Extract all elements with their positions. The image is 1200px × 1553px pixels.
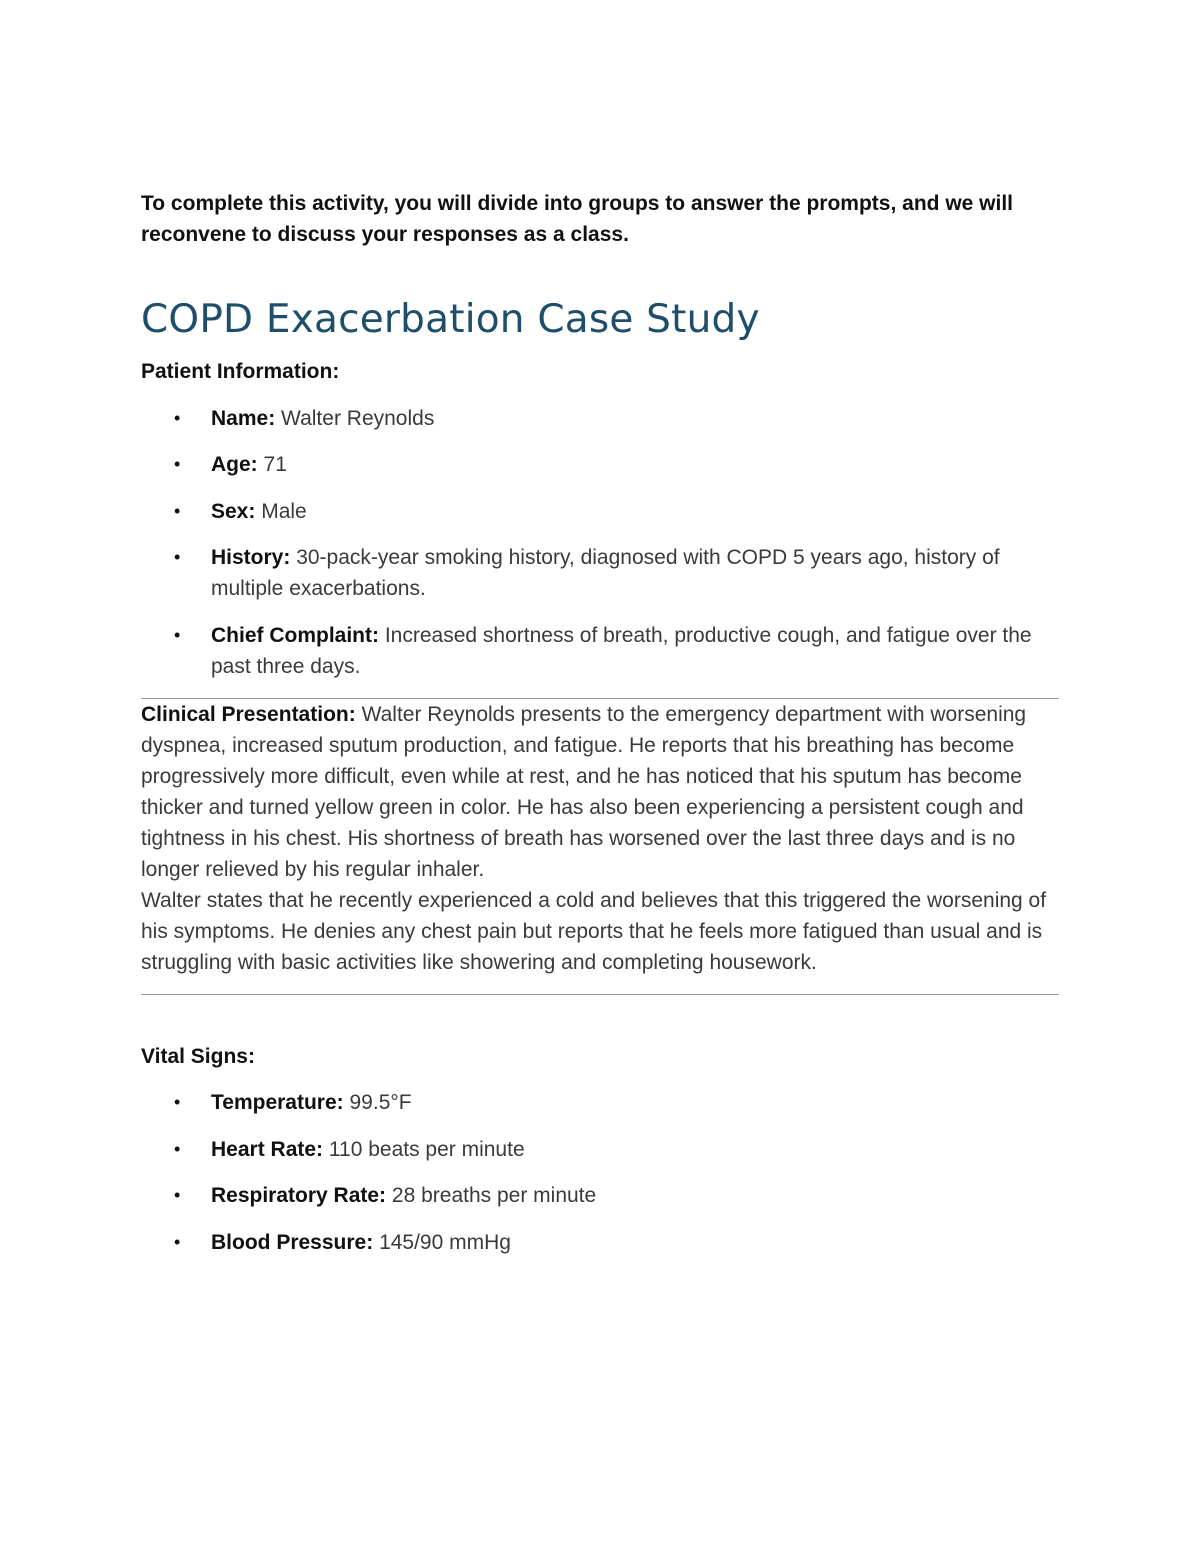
clinical-presentation-label: Clinical Presentation: [141, 702, 356, 726]
vital-signs-list [141, 1087, 1059, 1258]
vital-signs-heading: Vital Signs: [141, 1044, 255, 1068]
patient-information-list [141, 403, 1059, 682]
page-title: COPD Exacerbation Case Study [141, 297, 760, 342]
item-label: Chief Complaint: [211, 623, 379, 647]
list-item-history [141, 542, 1059, 604]
item-label: Blood Pressure: [211, 1230, 374, 1254]
bullet-icon: • [174, 624, 181, 645]
clinical-presentation-text: Walter Reynolds presents to the emergency department with worsening dyspnea, increased sputum production, and fatigue. He reports that his breathing has become progressively more difficult, even while at rest, and he has noticed that his sputum has become thicker and turned yellow green in color. He has also been experiencing a persistent cough and tightness in his chest. His shortness of breath has worsened over the last three days and is no longer relieved by his regular inhaler. [141, 702, 1027, 881]
bullet-icon: • [174, 454, 181, 474]
bullet-icon: • [174, 1185, 181, 1205]
item-label: Respiratory Rate: [211, 1184, 387, 1207]
list-item-chief-complaint [141, 620, 1059, 682]
list-item-respiratory-rate [141, 1180, 1059, 1211]
item-value: 30-pack-year smoking history, diagnosed with COPD 5 years ago, history of multiple exacerbations. [211, 546, 1000, 600]
list-item-heart-rate [141, 1134, 1059, 1165]
intro-instructions: To complete this activity, you will divide into groups to answer the prompts, and we will reconvene to discuss your responses as a class. [141, 192, 1014, 246]
bullet-icon: • [174, 500, 181, 521]
clinical-presentation-paragraph-2: Walter states that he recently experienced a cold and believes that this triggered the worsening of his symptoms. He denies any chest pain but reports that he feels more fatigued than usual and is struggling with basic activities like showering and completing housework. [141, 888, 1047, 974]
item-value: Increased shortness of breath, productive cough, and fatigue over the past three days. [211, 623, 1032, 678]
item-label: Sex: [211, 499, 256, 523]
item-label: Name: [211, 406, 276, 430]
patient-information-heading: Patient Information: [141, 360, 340, 383]
clinical-presentation-paragraph [141, 699, 1059, 885]
item-label: Heart Rate: [211, 1137, 324, 1161]
bullet-icon: • [174, 1231, 181, 1252]
list-item-temperature [141, 1087, 1059, 1118]
bullet-icon: • [174, 407, 181, 428]
document-page [141, 188, 1059, 1258]
item-value: 28 breaths per minute [391, 1184, 597, 1207]
item-label: Temperature: [211, 1091, 344, 1114]
list-item-age [141, 449, 1059, 480]
item-value: 71 [263, 453, 287, 476]
list-item-blood-pressure [141, 1227, 1059, 1258]
item-value: Walter Reynolds [281, 406, 435, 430]
section-divider [141, 994, 1059, 995]
bullet-icon: • [174, 547, 181, 567]
item-value: 110 beats per minute [328, 1137, 525, 1161]
bullet-icon: • [174, 1092, 181, 1112]
bullet-icon: • [174, 1138, 181, 1159]
list-item-name [141, 403, 1059, 434]
item-label: History: [211, 546, 291, 569]
item-label: Age: [211, 453, 258, 476]
item-value: Male [261, 499, 307, 523]
list-item-sex [141, 496, 1059, 527]
item-value: 145/90 mmHg [379, 1230, 511, 1254]
item-value: 99.5°F [349, 1091, 412, 1114]
